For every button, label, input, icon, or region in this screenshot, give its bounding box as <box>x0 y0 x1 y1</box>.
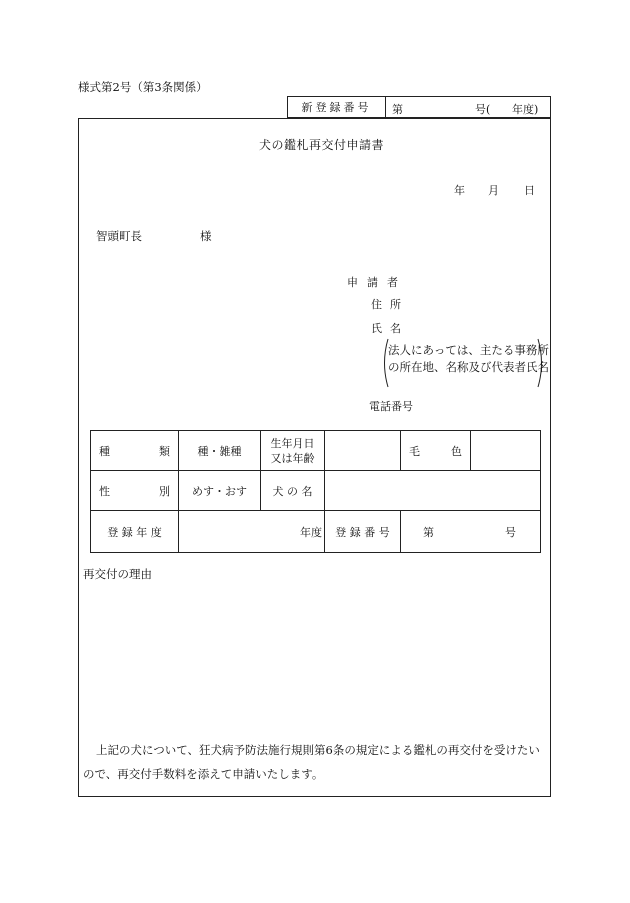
name-label: 氏名 <box>371 322 409 335</box>
reg-year-label-cell: 登 録 年 度 <box>91 511 179 553</box>
registration-number-label: 新登録番号 <box>288 97 386 117</box>
sex-value-cell[interactable]: めす・おす <box>179 471 261 511</box>
dog-name-value-cell[interactable] <box>325 471 541 511</box>
address-label: 住所 <box>371 298 409 311</box>
applicant-label: 申請者 <box>347 276 407 289</box>
coat-label-cell: 毛 色 <box>401 431 471 471</box>
table-row <box>91 471 541 511</box>
declaration-line2: ので、再交付手数料を添えて申請いたします。 <box>83 767 324 781</box>
dog-info-table <box>90 430 541 553</box>
dog-name-label-cell: 犬 の 名 <box>261 471 325 511</box>
addressee-name: 智頭町長 <box>96 229 142 243</box>
corporate-note-line2: の所在地、名称及び代表者氏名 <box>388 360 549 374</box>
declaration-line1: 上記の犬について、狂犬病予防法施行規則第6条の規定による鑑札の再交付を受けたい <box>96 743 540 757</box>
addressee-honorific: 様 <box>200 229 212 243</box>
reg-no-value-cell[interactable]: 第 号 <box>401 511 541 553</box>
registration-prefix: 第 <box>392 103 403 116</box>
date-year: 年 <box>454 184 465 197</box>
registration-number-suffix: 号( <box>475 103 491 116</box>
breed-value-cell[interactable]: 種・雑種 <box>179 431 261 471</box>
coat-value-cell[interactable] <box>471 431 541 471</box>
reg-no-label-cell: 登 録 番 号 <box>325 511 401 553</box>
date-day: 日 <box>524 184 535 197</box>
registration-number-box <box>287 96 551 118</box>
table-row <box>91 431 541 471</box>
birth-value-cell[interactable] <box>325 431 401 471</box>
type-label-cell: 種 類 <box>91 431 179 471</box>
document-title: 犬の鑑札再交付申請書 <box>259 138 385 152</box>
registration-year-suffix: 年度) <box>512 103 539 116</box>
corporate-note-line1: 法人にあっては、主たる事務所 <box>388 343 549 357</box>
reissue-reason-label: 再交付の理由 <box>83 567 152 581</box>
date-month: 月 <box>488 184 499 197</box>
table-row <box>91 511 541 553</box>
sex-label-cell: 性 別 <box>91 471 179 511</box>
reg-year-value-cell[interactable]: 年度 <box>179 511 325 553</box>
phone-label: 電話番号 <box>369 400 413 413</box>
form-number: 様式第2号（第3条関係） <box>78 80 208 94</box>
birth-label-cell: 生年月日 又は年齢 <box>261 431 325 471</box>
